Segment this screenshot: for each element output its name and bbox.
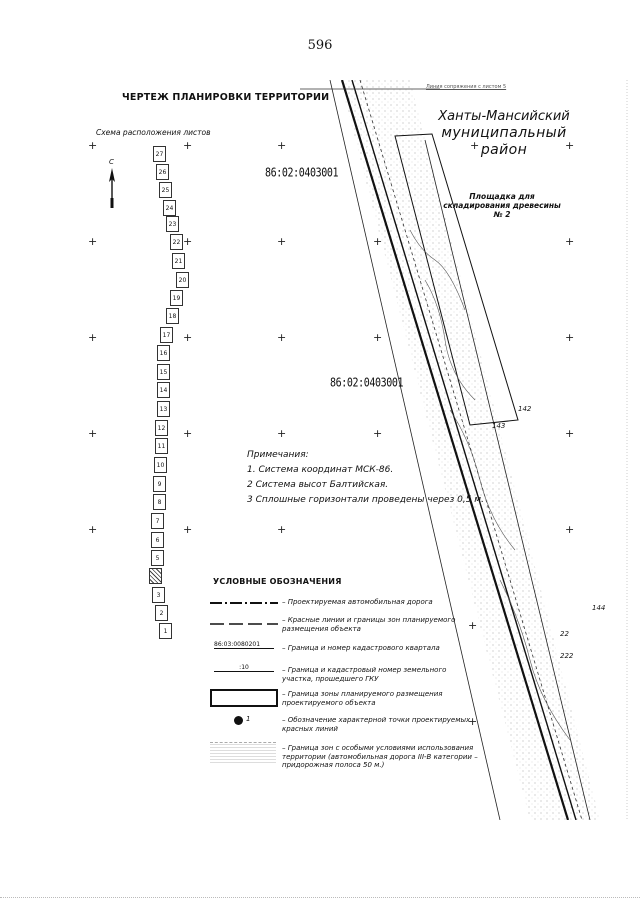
legend-item-text: – Красные линии и границы зон планируемого размещения объекта bbox=[282, 616, 456, 633]
sheet-box: 20 bbox=[176, 272, 189, 288]
sheet-box: 5 bbox=[151, 550, 164, 566]
road-mark: 143 bbox=[492, 422, 506, 430]
site-label: Площадка для складирования древесины № 2 bbox=[443, 192, 561, 219]
grid-cross: + bbox=[277, 331, 287, 344]
sheet-box-current bbox=[149, 568, 162, 584]
north-arrow bbox=[106, 160, 118, 210]
grid-cross: + bbox=[88, 235, 98, 248]
grid-cross: + bbox=[565, 139, 575, 152]
north-arrow-icon bbox=[106, 168, 118, 212]
sheet-box: 24 bbox=[163, 200, 176, 216]
legend-item-text: – Обозначение характерной точки проектируемых красных линий bbox=[282, 716, 471, 733]
legend-restricted-zone-symbol bbox=[210, 742, 276, 765]
grid-cross: + bbox=[565, 523, 575, 536]
sheet-box: 7 bbox=[151, 513, 164, 529]
grid-cross: + bbox=[277, 523, 287, 536]
grid-cross: + bbox=[565, 331, 575, 344]
grid-cross: + bbox=[277, 139, 287, 152]
sheet-box: 2 bbox=[155, 605, 168, 621]
sheet-box: 15 bbox=[157, 364, 170, 380]
grid-cross: + bbox=[88, 427, 98, 440]
sheet-box: 16 bbox=[157, 345, 170, 361]
legend-quarter-sample: 86:03:0080201 bbox=[214, 641, 274, 649]
legend-item-text: – Граница и номер кадастрового квартала bbox=[282, 644, 440, 652]
legend-road-symbol bbox=[210, 600, 278, 606]
legend-point-icon bbox=[234, 716, 243, 725]
region-top-note: Линия сопряжения с листом 5 bbox=[426, 84, 507, 90]
grid-cross: + bbox=[373, 331, 383, 344]
scan-edge bbox=[0, 897, 640, 899]
sheet-box: 26 bbox=[156, 164, 169, 180]
sheet-box: 27 bbox=[153, 146, 166, 162]
notes-block bbox=[247, 448, 484, 508]
sheet-box: 21 bbox=[172, 253, 185, 269]
region-label bbox=[428, 108, 580, 159]
note-item: 2 Система высот Балтийская. bbox=[247, 480, 389, 490]
sheet-box: 18 bbox=[166, 308, 179, 324]
sheet-box: 9 bbox=[153, 476, 166, 492]
road-mark: 22 bbox=[560, 630, 569, 638]
sheet-box: 17 bbox=[160, 327, 173, 343]
page-number: 596 bbox=[307, 38, 333, 53]
grid-cross: + bbox=[468, 619, 478, 632]
note-item: 1. Система координат МСК-86. bbox=[247, 465, 394, 475]
sheet-box: 8 bbox=[153, 494, 166, 510]
grid-cross: + bbox=[565, 427, 575, 440]
legend-title: УСЛОВНЫЕ ОБОЗНАЧЕНИЯ bbox=[213, 577, 342, 586]
grid-cross: + bbox=[183, 427, 193, 440]
note-item: 3 Сплошные горизонтали проведены через 0,5 м. bbox=[247, 495, 484, 505]
road-mark: 142 bbox=[518, 405, 532, 413]
sheet-box: 23 bbox=[166, 216, 179, 232]
sheet-box: 10 bbox=[154, 457, 167, 473]
grid-cross: + bbox=[277, 235, 287, 248]
sheet-box: 12 bbox=[155, 420, 168, 436]
cadastral-number-top: 86:02:0403001 bbox=[265, 166, 339, 181]
road-mark: 144 bbox=[592, 604, 606, 612]
legend-item-text: – Граница и кадастровый номер земельного участка, прошедшего ГКУ bbox=[282, 666, 447, 683]
legend-point-sample: 1 bbox=[246, 715, 251, 723]
sheet-box: 6 bbox=[151, 532, 164, 548]
cadastral-number-mid: 86:02:0403001 bbox=[330, 376, 404, 391]
grid-cross: + bbox=[470, 139, 480, 152]
sheet-scheme-label: Схема расположения листов bbox=[96, 128, 211, 137]
grid-cross: + bbox=[183, 235, 193, 248]
legend-item-text: – Граница зоны планируемого размещения проектируемого объекта bbox=[282, 690, 443, 707]
sheet-box: 22 bbox=[170, 234, 183, 250]
notes-heading: Примечания: bbox=[247, 450, 309, 460]
drawing-title: ЧЕРТЕЖ ПЛАНИРОВКИ ТЕРРИТОРИИ bbox=[122, 92, 330, 103]
sheet-box: 11 bbox=[155, 438, 168, 454]
road-mark: 222 bbox=[560, 652, 574, 660]
region-line-2: муниципальный район bbox=[441, 125, 567, 158]
grid-cross: + bbox=[373, 427, 383, 440]
sheet-box: 19 bbox=[170, 290, 183, 306]
grid-cross: + bbox=[277, 427, 287, 440]
legend-item-text: – Проектируемая автомобильная дорога bbox=[282, 598, 433, 606]
legend-zone-symbol bbox=[210, 689, 278, 707]
sheet-box: 3 bbox=[152, 587, 165, 603]
grid-cross: + bbox=[183, 523, 193, 536]
legend-item-text: – Граница зон с особыми условиями использования территории (автомобильная дорога III-В категории – придорожная полоса 50 м.) bbox=[282, 744, 478, 769]
sheet-box: 13 bbox=[157, 401, 170, 417]
grid-cross: + bbox=[468, 715, 478, 728]
grid-cross: + bbox=[373, 235, 383, 248]
sheet-box: 14 bbox=[157, 382, 170, 398]
legend-parcel-sample: :10 bbox=[214, 664, 274, 672]
grid-cross: + bbox=[565, 235, 575, 248]
grid-cross: + bbox=[183, 331, 193, 344]
grid-cross: + bbox=[88, 331, 98, 344]
legend-red-line-symbol bbox=[210, 621, 278, 627]
region-line-1: Ханты-Мансийский bbox=[438, 109, 570, 124]
sheet-box: 25 bbox=[159, 182, 172, 198]
north-label: С bbox=[109, 158, 114, 166]
sheet-box: 1 bbox=[159, 623, 172, 639]
grid-cross: + bbox=[183, 139, 193, 152]
grid-cross: + bbox=[88, 523, 98, 536]
grid-cross: + bbox=[88, 139, 98, 152]
